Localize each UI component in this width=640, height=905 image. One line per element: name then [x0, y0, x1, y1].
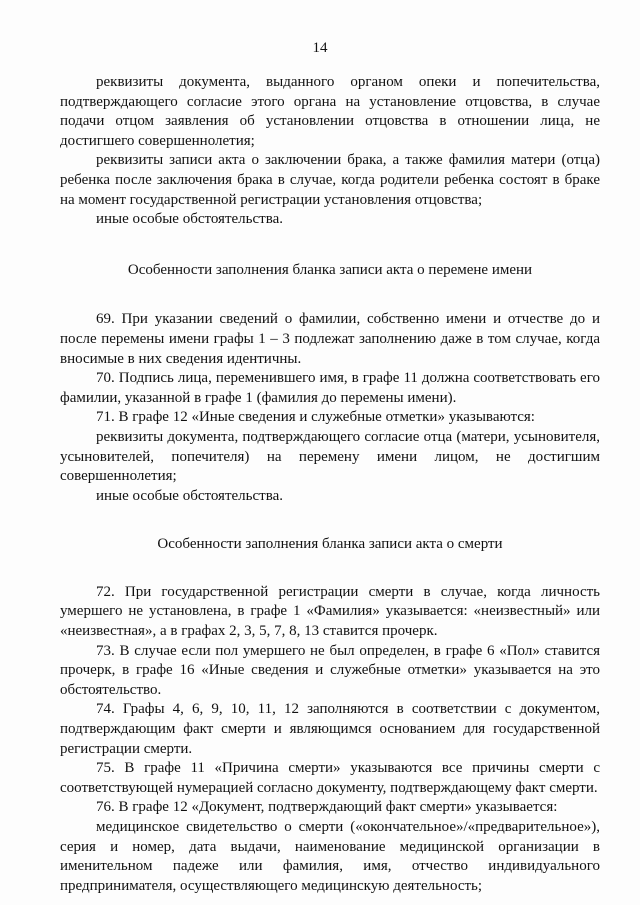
paragraph: 73. В случае если пол умершего не был определен, в графе 6 «Пол» ставится прочерк, в графе 16 «Иные сведения и служебные отметки» указывается на это обстоятельство.: [60, 642, 600, 698]
section-heading: Особенности заполнения бланка записи акта о перемене имени: [127, 261, 533, 278]
paragraph: 69. При указании сведений о фамилии, собственно имени и отчестве до и после перемены имени графы 1 – 3 подлежат заполнению даже в том случае, когда вносимые в них сведения идентичны.: [60, 311, 600, 367]
paragraph: медицинское свидетельство о смерти («окончательное»/«предварительное»), серия и номер, дата выдачи, наименование медицинской организации в именительном падеже или фамилия, имя, отчество индивидуального предпринимателя, осуществляющего медицинскую деятельность;: [60, 819, 600, 894]
paragraph: иные особые обстоятельства.: [96, 487, 283, 504]
paragraph: 71. В графе 12 «Иные сведения и служебные отметки» указываются:: [96, 409, 535, 426]
paragraph: 75. В графе 11 «Причина смерти» указываются все причины смерти с соответствующей нумерацией согласно документу, подтверждающему факт смерти.: [60, 760, 600, 796]
paragraph: 74. Графы 4, 6, 9, 10, 11, 12 заполняются в соответствии с документом, подтверждающим факт смерти и являющимся основанием для государственной регистрации смерти.: [60, 701, 600, 757]
paragraph: иные особые обстоятельства.: [96, 211, 283, 228]
paragraph: реквизиты документа, подтверждающего согласие отца (матери, усыновителя, усыновителей, попечителя) на перемену имени лицом, не достигшим совершеннолетия;: [60, 428, 600, 485]
paragraph: реквизиты записи акта о заключении брака, а также фамилия матери (отца) ребенка после заключения брака в случае, когда родители ребенка состоят в браке на момент государственной регистрации установления отцовства;: [60, 152, 600, 208]
paragraph: 70. Подпись лица, переменившего имя, в графе 11 должна соответствовать его фамилии, указанной в графе 1 (фамилия до перемены имени).: [60, 370, 600, 406]
paragraph: 72. При государственной регистрации смерти в случае, когда личность умершего не установлена, в графе 1 «Фамилия» указывается: «неизвестный» или «неизвестная», а в графах 2, 3, 5, 7, 8, 13 ставится прочерк.: [60, 583, 600, 640]
page-number: 14: [312, 40, 328, 56]
section-heading: Особенности заполнения бланка записи акта о смерти: [157, 536, 503, 553]
paragraph: 76. В графе 12 «Документ, подтверждающий факт смерти» указывается:: [96, 799, 558, 816]
paragraph: реквизиты документа, выданного органом опеки и попечительства, подтверждающего согласие этого органа на установление отцовства, в случае подачи отцом заявления об установлении отцовства в отношении лица, не достигшего совершеннолетия;: [60, 74, 600, 149]
document-body: [60, 73, 600, 896]
